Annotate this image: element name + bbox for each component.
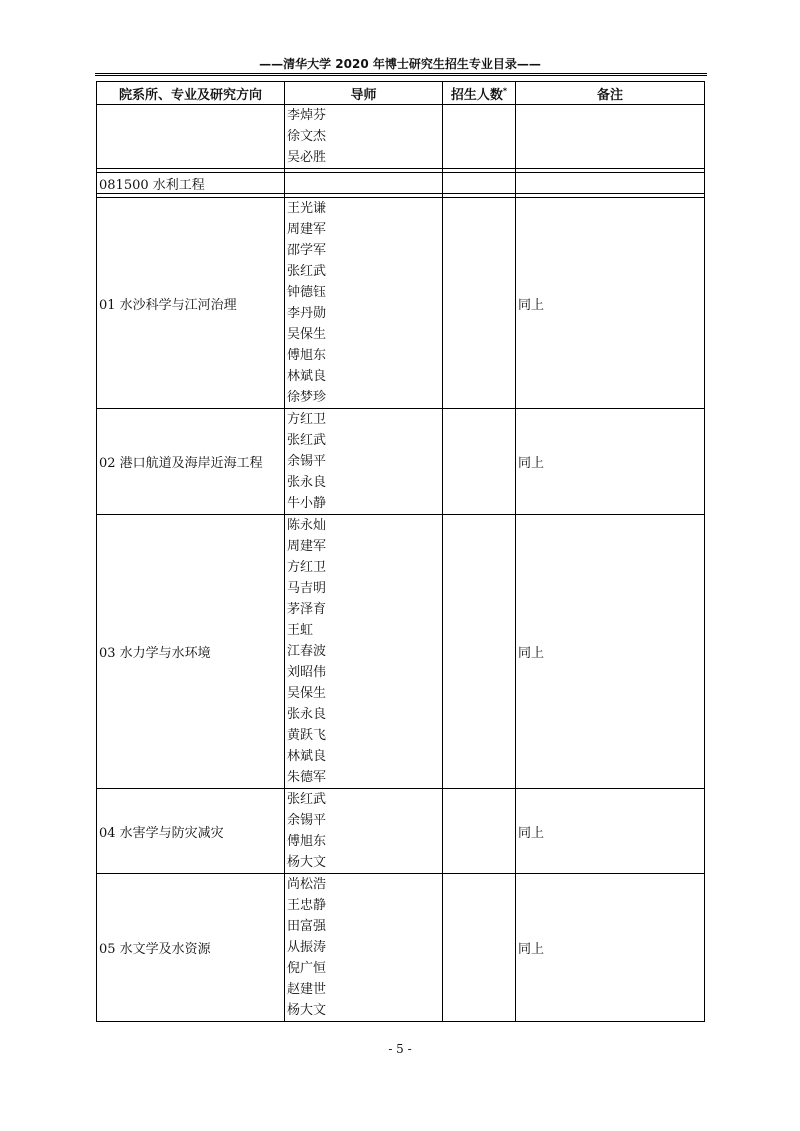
advisor-name: 周建军 bbox=[287, 222, 327, 237]
table-row bbox=[97, 874, 705, 1022]
advisor-list-cell bbox=[285, 515, 443, 789]
advisor-name: 陈永灿 bbox=[287, 518, 327, 533]
enrollment-count-cell bbox=[443, 173, 516, 194]
advisor-name: 张永良 bbox=[287, 475, 327, 490]
advisor-name bbox=[287, 173, 440, 193]
column-header-advisor: 导师 bbox=[285, 82, 443, 105]
research-direction-cell: 081500 水利工程 bbox=[97, 173, 285, 194]
header-divider bbox=[95, 73, 707, 76]
advisor-name: 余锡平 bbox=[287, 454, 327, 469]
advisor-name: 茅泽育 bbox=[287, 602, 327, 617]
catalog-table bbox=[96, 81, 705, 1022]
advisor-name: 钟德钰 bbox=[287, 285, 327, 300]
advisor-list-cell bbox=[285, 173, 443, 194]
advisor-name: 倪广恒 bbox=[287, 961, 327, 976]
research-direction-cell: 02 港口航道及海岸近海工程 bbox=[97, 409, 285, 515]
advisor-name: 周建军 bbox=[287, 539, 327, 554]
page-number: - 5 - bbox=[388, 1042, 412, 1056]
advisor-name: 张红武 bbox=[287, 264, 327, 279]
research-direction-cell: 04 水害学与防灾减灾 bbox=[97, 789, 285, 874]
table-row bbox=[97, 173, 705, 194]
advisor-name: 王光谦 bbox=[287, 201, 327, 216]
page-header-title: ——清华大学 2020 年博士研究生招生专业目录—— bbox=[259, 57, 541, 71]
enrollment-count-cell bbox=[443, 409, 516, 515]
advisor-name: 从振涛 bbox=[287, 940, 327, 955]
advisor-list-cell bbox=[285, 789, 443, 874]
advisor-name: 林斌良 bbox=[287, 749, 327, 764]
table-body bbox=[97, 105, 705, 1022]
notes-cell: 同上 bbox=[516, 515, 705, 789]
advisor-name: 张红武 bbox=[287, 792, 327, 807]
enrollment-count-cell bbox=[443, 874, 516, 1022]
notes-cell: 同上 bbox=[516, 409, 705, 515]
advisor-name: 余锡平 bbox=[287, 813, 327, 828]
research-direction-cell: 01 水沙科学与江河治理 bbox=[97, 198, 285, 409]
advisor-name: 李丹勋 bbox=[287, 306, 327, 321]
table-row bbox=[97, 409, 705, 515]
enrollment-count-cell bbox=[443, 515, 516, 789]
enrollment-count-cell bbox=[443, 105, 516, 169]
advisor-name: 田富强 bbox=[287, 919, 327, 934]
table-row bbox=[97, 789, 705, 874]
advisor-name: 马吉明 bbox=[287, 581, 327, 596]
advisor-name: 牛小静 bbox=[287, 496, 327, 511]
notes-cell: 同上 bbox=[516, 874, 705, 1022]
table-row bbox=[97, 515, 705, 789]
advisor-name: 杨大文 bbox=[287, 855, 327, 870]
advisor-name: 林斌良 bbox=[287, 369, 327, 384]
research-direction-cell: 03 水力学与水环境 bbox=[97, 515, 285, 789]
advisor-name: 方红卫 bbox=[287, 560, 327, 575]
advisor-list-cell bbox=[285, 874, 443, 1022]
advisor-name: 尚松浩 bbox=[287, 877, 327, 892]
notes-cell bbox=[516, 105, 705, 169]
advisor-name: 江春波 bbox=[287, 644, 327, 659]
advisor-name: 张永良 bbox=[287, 707, 327, 722]
advisor-name: 王忠静 bbox=[287, 898, 327, 913]
advisor-name: 赵建世 bbox=[287, 982, 327, 997]
advisor-name: 王虹 bbox=[287, 623, 314, 638]
advisor-name: 邵学军 bbox=[287, 243, 327, 258]
table-header-row bbox=[97, 82, 705, 105]
advisor-name: 徐梦珍 bbox=[287, 390, 327, 405]
enrollment-footnote-mark: * bbox=[502, 86, 508, 96]
advisor-list-cell bbox=[285, 409, 443, 515]
advisor-list-cell bbox=[285, 105, 443, 169]
table-row bbox=[97, 198, 705, 409]
column-header-direction: 院系所、专业及研究方向 bbox=[97, 82, 285, 105]
column-header-enrollment: 招生人数* bbox=[443, 82, 516, 105]
advisor-name: 朱德军 bbox=[287, 770, 327, 785]
advisor-list-cell bbox=[285, 198, 443, 409]
notes-cell: 同上 bbox=[516, 198, 705, 409]
notes-cell: 同上 bbox=[516, 789, 705, 874]
research-direction-cell: 05 水文学及水资源 bbox=[97, 874, 285, 1022]
advisor-name: 张红武 bbox=[287, 433, 327, 448]
advisor-name: 吴保生 bbox=[287, 686, 327, 701]
advisor-name: 李焯芬 bbox=[287, 108, 327, 123]
advisor-name: 方红卫 bbox=[287, 412, 327, 427]
column-header-notes: 备注 bbox=[516, 82, 705, 105]
notes-cell bbox=[516, 173, 705, 194]
research-direction-cell bbox=[97, 105, 285, 169]
advisor-name: 吴保生 bbox=[287, 327, 327, 342]
advisor-name: 吴必胜 bbox=[287, 150, 327, 165]
advisor-name: 傅旭东 bbox=[287, 348, 327, 363]
advisor-name: 黄跃飞 bbox=[287, 728, 327, 743]
advisor-name: 徐文杰 bbox=[287, 129, 327, 144]
enrollment-count-cell bbox=[443, 198, 516, 409]
advisor-name: 刘昭伟 bbox=[287, 665, 327, 680]
table-row bbox=[97, 105, 705, 169]
advisor-name: 傅旭东 bbox=[287, 834, 327, 849]
advisor-name: 杨大文 bbox=[287, 1003, 327, 1018]
enrollment-count-cell bbox=[443, 789, 516, 874]
